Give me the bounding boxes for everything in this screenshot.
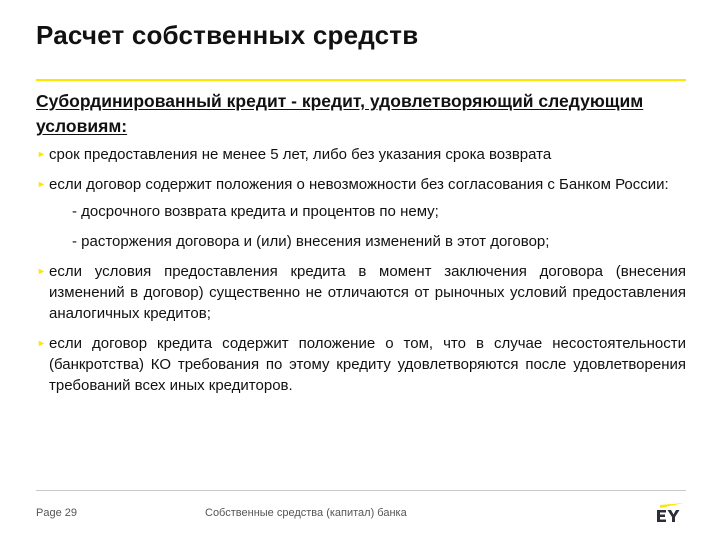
bullet-item — [36, 174, 686, 195]
title-divider — [36, 79, 686, 81]
bullet-text: если условия предоставления кредита в момент заключения договора (внесения изменений в договор) существенно не отличаются от рыночных условий предоставления аналогичных кредитов; — [49, 263, 686, 322]
bullet-item — [36, 333, 686, 396]
bullet-text: если договор содержит положения о невозможности без согласования с Банком России: — [49, 176, 669, 193]
bullet-text: срок предоставления не менее 5 лет, либо без указания срока возврата — [49, 146, 552, 163]
sub-item: - досрочного возврата кредита и процентов по нему; — [72, 203, 439, 220]
bullet-arrow-icon: ► — [37, 266, 46, 276]
footer-title: Собственные средства (капитал) банка — [205, 507, 407, 519]
bullet-text: если договор кредита содержит положение о том, что в случае несостоятельности (банкротства) КО требования по этому кредиту удовлетворяются после удовлетворения требований всех иных кредиторов. — [49, 335, 686, 394]
sub-item: - расторжения договора и (или) внесения изменений в этот договор; — [72, 233, 550, 250]
bullet-arrow-icon: ► — [37, 338, 46, 348]
page-number: Page 29 — [36, 507, 77, 519]
bullet-list — [36, 144, 686, 405]
slide-title: Расчет собственных средств — [36, 20, 419, 50]
bullet-item — [36, 261, 686, 324]
bullet-arrow-icon: ► — [37, 179, 46, 189]
bullet-arrow-icon: ► — [37, 149, 46, 159]
footer-divider — [36, 490, 686, 491]
ey-logo-icon — [656, 503, 686, 523]
bullet-item — [36, 144, 686, 165]
subheading: Субординированный кредит - кредит, удовлетворяющий следующим условиям: — [36, 91, 644, 136]
